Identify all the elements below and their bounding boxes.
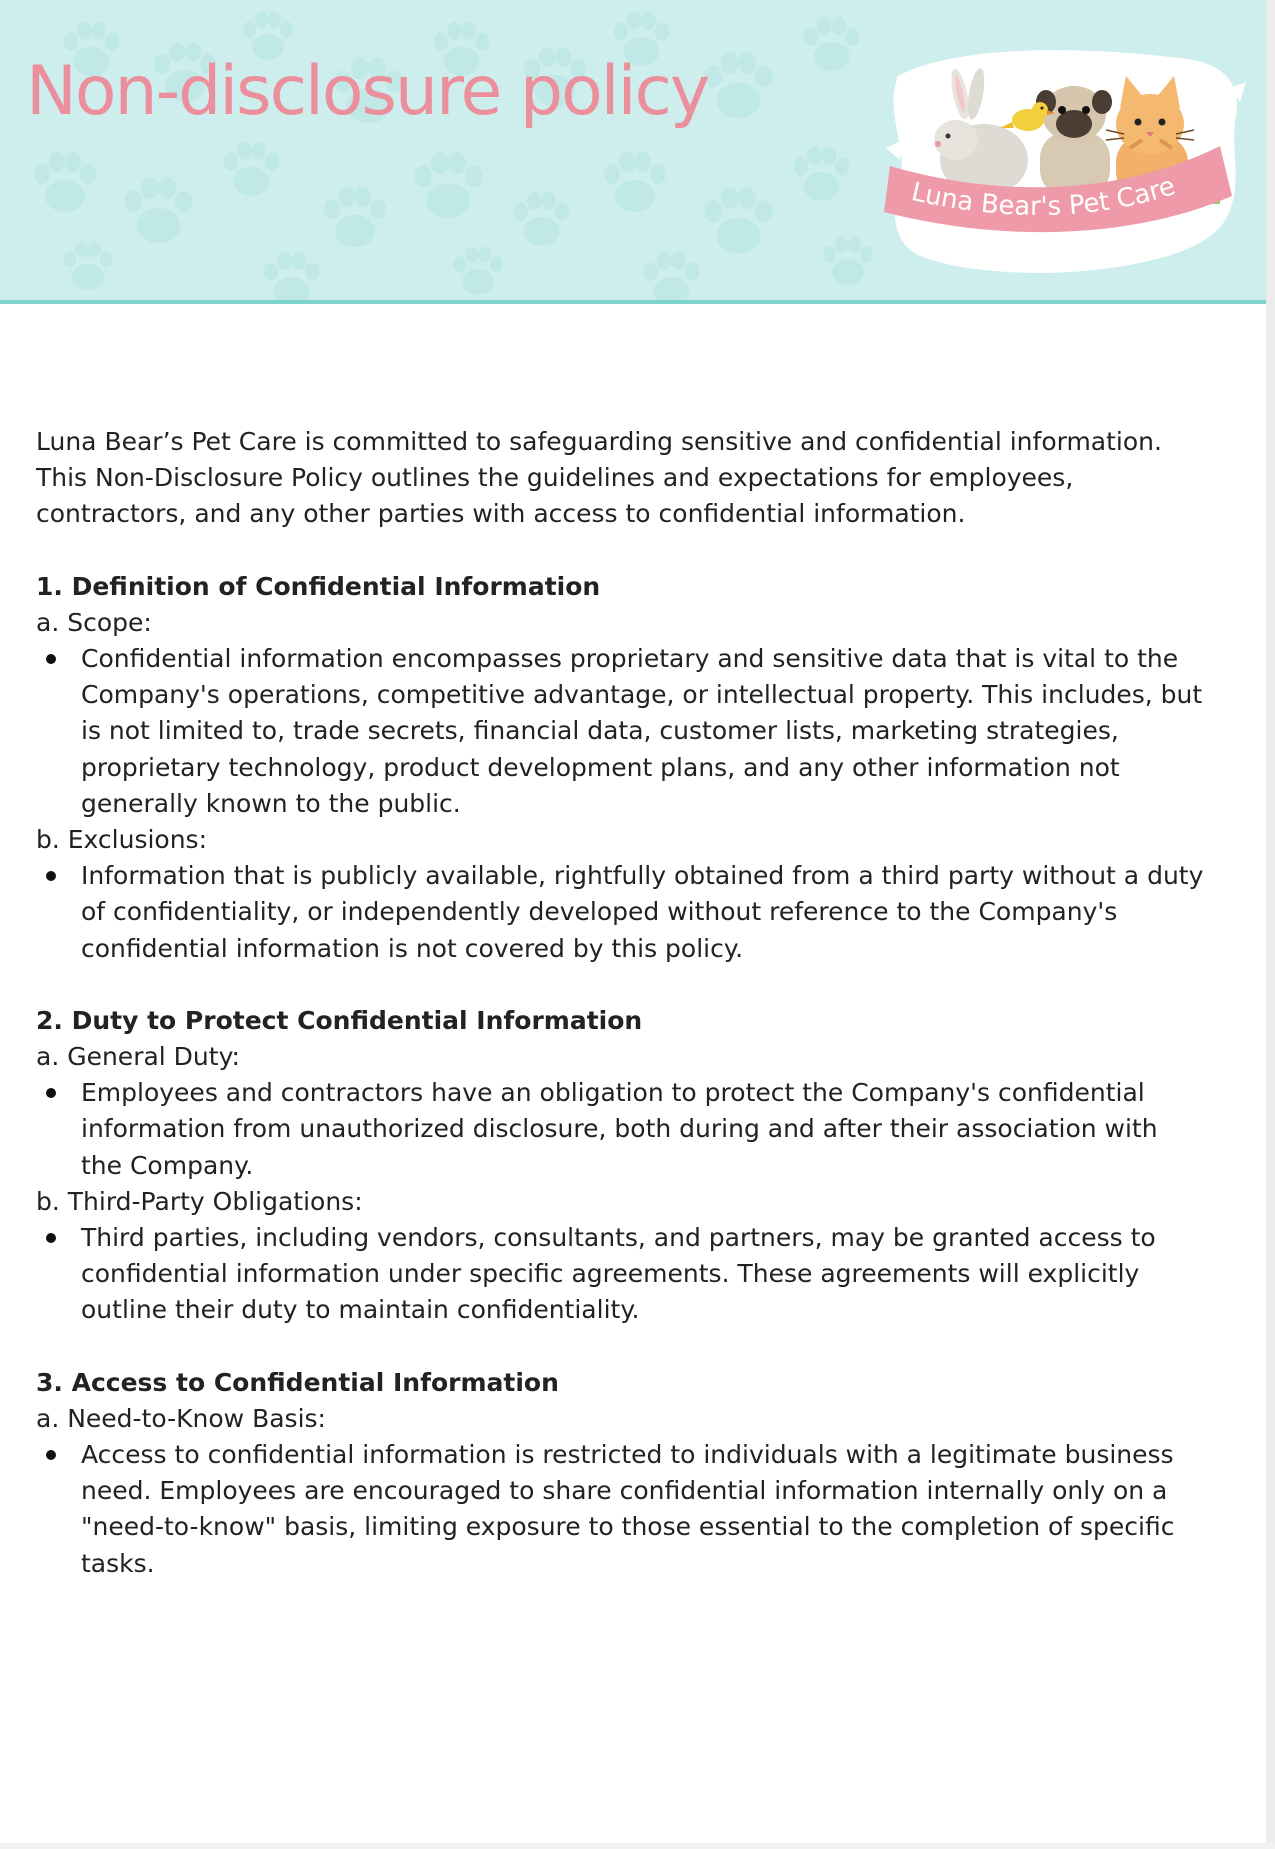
section-definition <box>36 569 1206 967</box>
paw-print-icon <box>220 140 283 199</box>
subsection-label: a. Scope: <box>36 607 152 637</box>
paw-print-icon <box>800 15 863 74</box>
bullet-item <box>36 858 1206 967</box>
bullet-icon <box>46 871 56 881</box>
bullet-text: Confidential information encompasses proprietary and sensitive data that is vital to the Company's operations, competitive advantage, or intellectual property. This includes, but is not limited to, trade secrets, financial data, customer lists, marketing strategies, proprietary technology, product development plans, and any other information not generally known to the public. <box>81 644 1203 818</box>
section-duty <box>36 1003 1206 1329</box>
subsection-label: b. Exclusions: <box>36 825 208 855</box>
section-heading: 1. Definition of Confidential Information <box>36 571 601 601</box>
section-heading: 2. Duty to Protect Confidential Information <box>36 1005 643 1035</box>
policy-body <box>36 424 1206 1618</box>
bullet-text: Third parties, including vendors, consultants, and partners, may be granted access to confidential information under specific agreements. These agreements will explicitly outline their duty to maintain confidentiality. <box>81 1223 1156 1325</box>
bullet-icon <box>46 1233 56 1243</box>
paw-print-icon <box>30 150 100 216</box>
subsection-label: a. Need-to-Know Basis: <box>36 1403 326 1433</box>
company-logo <box>880 28 1250 283</box>
paw-print-icon <box>60 240 116 293</box>
header-divider <box>0 300 1266 304</box>
bullet-item <box>36 641 1206 822</box>
bullet-text: Information that is publicly available, rightfully obtained from a third party without a duty of confidentiality, or independently developed without reference to the Company's confidential information is not covered by this policy. <box>81 861 1204 963</box>
pug-icon <box>1036 86 1112 196</box>
page-title: Non-disclosure policy <box>26 52 709 131</box>
paw-print-icon <box>260 250 323 300</box>
paw-print-icon <box>790 145 853 204</box>
bullet-item <box>36 1075 1206 1184</box>
pet-care-animals-logo-icon <box>880 28 1250 283</box>
paw-print-icon <box>510 190 573 249</box>
logo-text: Luna Bear's Pet Care <box>908 171 1179 222</box>
bullet-icon <box>46 1450 56 1460</box>
paw-print-icon <box>410 150 487 223</box>
subsection-label: a. General Duty: <box>36 1042 240 1072</box>
bullet-item <box>36 1220 1206 1329</box>
paw-print-icon <box>700 185 777 258</box>
bullet-text: Employees and contractors have an obligation to protect the Company's confidential information from unauthorized disclosure, both during and after their association with the Company. <box>81 1078 1158 1180</box>
intro-paragraph: Luna Bear’s Pet Care is committed to safeguarding sensitive and confidential information. This Non-Disclosure Policy outlines the guidelines and expectations for employees, contractors, and any other parties with access to confidential information. <box>36 427 1162 529</box>
bullet-text: Access to confidential information is restricted to individuals with a legitimate business need. Employees are encouraged to share confidential information internally only on a "need-to-know" basis, limiting exposure to those essential to the completion of specific tasks. <box>81 1440 1175 1578</box>
paw-print-icon <box>320 185 390 251</box>
page-edge-right <box>1266 0 1275 1849</box>
paw-print-icon <box>820 235 876 288</box>
bullet-item <box>36 1437 1206 1582</box>
paw-print-icon <box>600 150 670 216</box>
section-access <box>36 1365 1206 1582</box>
paw-print-icon <box>120 175 197 248</box>
paw-print-icon <box>640 250 703 300</box>
section-heading: 3. Access to Confidential Information <box>36 1367 559 1397</box>
paw-print-icon <box>450 245 506 298</box>
bullet-icon <box>46 1088 56 1098</box>
subsection-label: b. Third-Party Obligations: <box>36 1186 363 1216</box>
bullet-icon <box>46 654 56 664</box>
page-edge-bottom <box>0 1843 1275 1849</box>
header-banner <box>0 0 1266 300</box>
paw-print-icon <box>700 50 777 123</box>
